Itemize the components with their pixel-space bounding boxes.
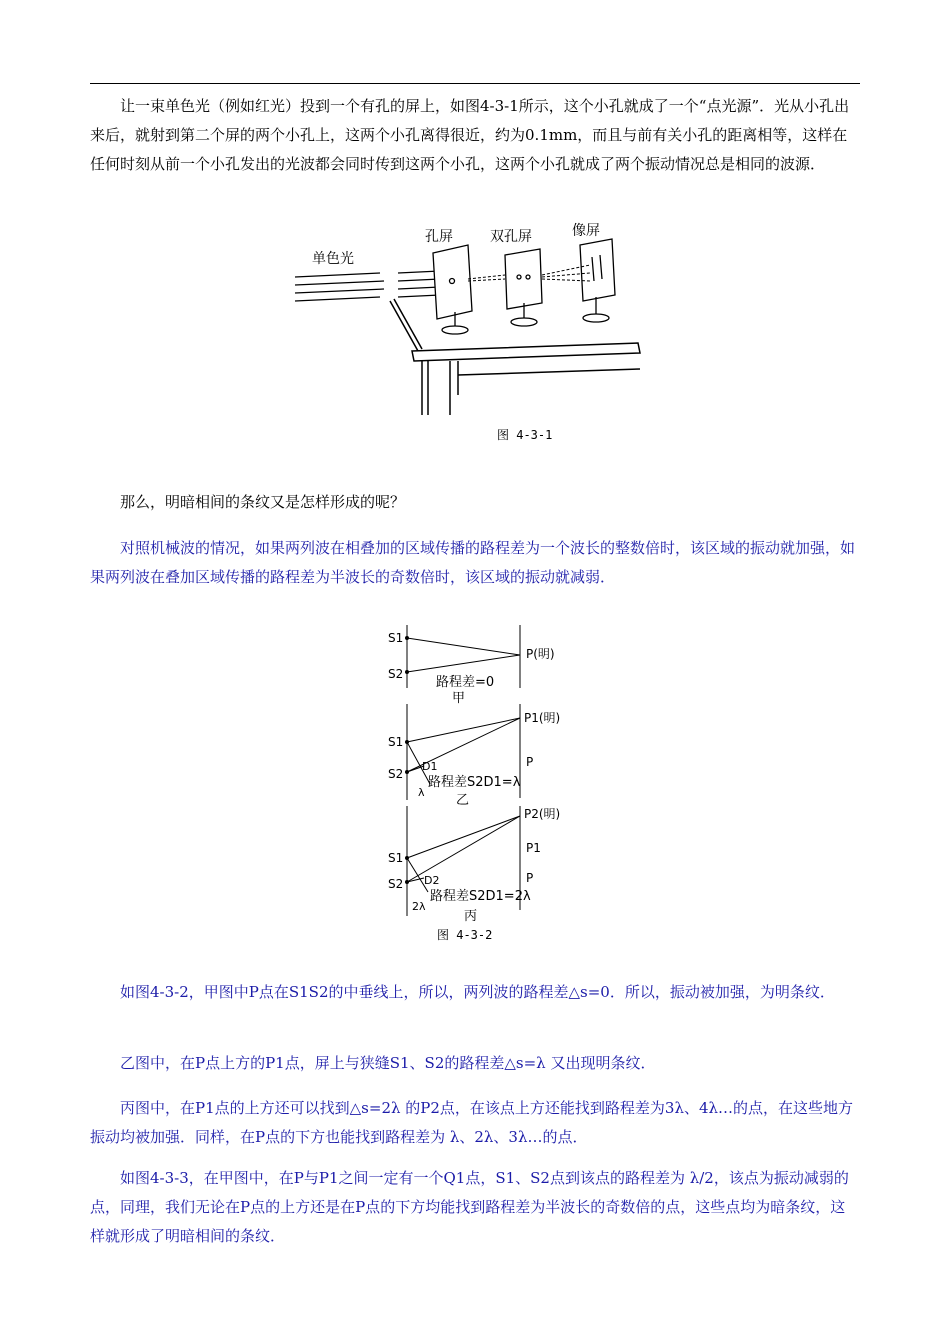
c-d2-label: D2 bbox=[424, 874, 440, 887]
a-p-label: P(明) bbox=[526, 647, 555, 661]
figure-4-3-1 bbox=[290, 215, 670, 430]
intro-paragraph: 让一束单色光（例如红光）投到一个有孔的屏上，如图4-3-1所示，这个小孔就成了一个“点光源”．光从小孔出来后，就射到第二个屏的两个小孔上，这两个小孔离得很近，约为0.1mm，而且与前有关小孔的距离相等，这样在任何时刻从前一个小孔发出的光波都会同时传到这两个小孔，这两个小孔就成了两个振动情况总是相同的波源． bbox=[90, 97, 850, 173]
b-name: 乙 bbox=[456, 793, 470, 808]
b-s1-label: S1 bbox=[388, 735, 404, 749]
paragraph-b: 乙图中，在P点上方的P1点，屏上与狭缝S1、S2的路程差△s=λ 又出现明条纹． bbox=[120, 1054, 656, 1072]
b-p1-label: P1(明) bbox=[524, 711, 561, 725]
a-name: 甲 bbox=[452, 691, 466, 706]
a-s2-label: S2 bbox=[388, 667, 404, 681]
image-screen bbox=[580, 239, 615, 322]
paragraph-a: 如图4-3-2，甲图中P点在S1S2的中垂线上，所以，两列波的路程差△s=0．所以，振动被加强，为明条纹． bbox=[120, 983, 835, 1001]
header-rule bbox=[90, 83, 860, 84]
label-image-screen: 像屏 bbox=[572, 223, 600, 239]
figure-4-3-1-caption: 图 4-3-1 bbox=[497, 428, 553, 442]
b-p-label: P bbox=[526, 755, 534, 769]
double-hole-screen bbox=[505, 249, 542, 326]
figure-4-3-2-caption: 图 4-3-2 bbox=[437, 928, 493, 942]
c-path-difference: 路程差S2D1=2λ bbox=[430, 889, 531, 904]
mechanical-wave-paragraph: 对照机械波的情况，如果两列波在相叠加的区域传播的路程差为一个波长的整数倍时，该区域的振动就加强，如果两列波在叠加区域传播的路程差为半波长的奇数倍时，该区域的振动就减弱． bbox=[90, 539, 856, 586]
c-lambda-label: 2λ bbox=[412, 900, 426, 913]
b-path-difference: 路程差S2D1=λ bbox=[428, 775, 521, 790]
paragraph-c: 丙图中，在P1点的上方还可以找到△s=2λ 的P2点，在该点上方还能找到路程差为3λ、4λ…的点，在这些地方振动均被加强．同样，在P点的下方也能找到路程差为 λ、2λ、3λ…的点． bbox=[90, 1099, 853, 1146]
label-monochromatic-light: 单色光 bbox=[312, 251, 354, 267]
label-pinhole-screen: 孔屏 bbox=[425, 229, 453, 245]
a-path-difference: 路程差=0 bbox=[436, 675, 495, 690]
paragraph-d: 如图4-3-3，在甲图中，在P与P1之间一定有一个Q1点，S1、S2点到该点的路程差为 λ/2，该点为振动减弱的点，同理，我们无论在P点的上方还是在P点的下方均能找到路程差为半波长的奇数倍的点，这些点均为暗条纹，这样就形成了明暗相间的条纹． bbox=[90, 1169, 849, 1245]
b-d1-label: D1 bbox=[422, 760, 438, 773]
b-lambda-label: λ bbox=[418, 786, 425, 799]
b-s2-label: S2 bbox=[388, 767, 404, 781]
light-rays bbox=[295, 271, 440, 301]
a-s1-label: S1 bbox=[388, 631, 404, 645]
c-s1-label: S1 bbox=[388, 851, 404, 865]
c-p2-label: P2(明) bbox=[524, 807, 561, 821]
c-p-label: P bbox=[526, 871, 534, 885]
c-p1-label: P1 bbox=[526, 841, 541, 855]
c-s2-label: S2 bbox=[388, 877, 404, 891]
question-paragraph: 那么，明暗相间的条纹又是怎样形成的呢？ bbox=[120, 493, 406, 511]
figure-4-3-2 bbox=[380, 620, 590, 930]
c-name: 丙 bbox=[464, 909, 478, 924]
pinhole-screen bbox=[433, 245, 472, 334]
label-double-hole-screen: 双孔屏 bbox=[490, 229, 532, 245]
